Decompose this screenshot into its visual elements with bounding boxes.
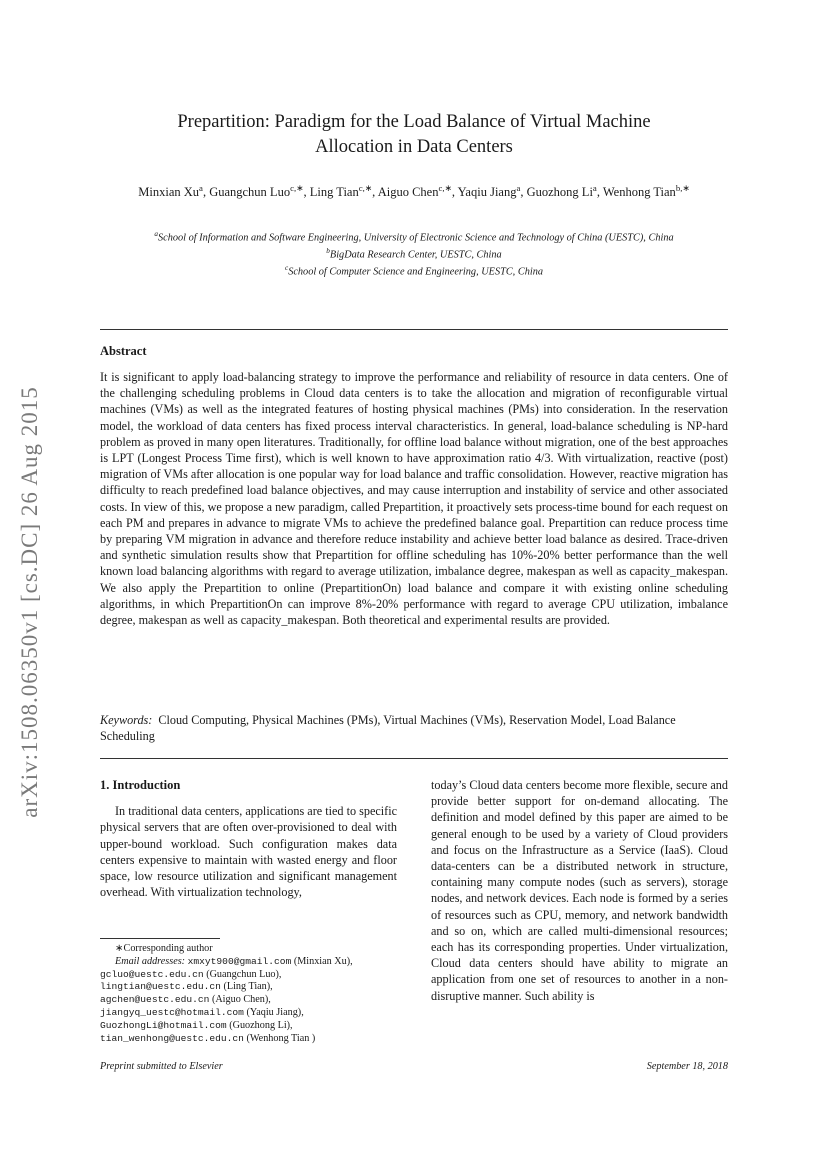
paper-title [100, 110, 728, 160]
footnotes [100, 943, 397, 1045]
footer-left: Preprint submitted to Elsevier [100, 1061, 223, 1072]
abstract-text: It is significant to apply load-balancing strategy to improve the performance and reliability of resource in data centers. One of the challenging scheduling problems in Cloud data centers is to take the allocation and migration of reconfigurable virtual machines (VMs) as well as the integrated features of hosting physical machines (PMs) into consideration. In the reservation model, the workload of data centers has fixed process interval characteristics. In general, load-balance scheduling is NP-hard problem as proved in many open literatures. Traditionally, for offline load balance without migration, one of the best approaches is LPT (Longest Process Time first), which is well known to have approximation ratio 4/3. With virtualization, reactive (post) migration of VMs after allocation is one popular way for load balance and traffic consolidation. However, reactive migration has difficulty to reach predefined load balance objectives, and may cause interruption and instability of service and other associated costs. In view of this, we propose a new paradigm, called Prepartition, it proactively sets process-time bound for each request on each PM and prepares in advance to migrate VMs to achieve the predefined balance goal. Prepartition can reduce process time by preparing VM migration in advance and therefore reduce instability and achieve better load balance as desired. Trace-driven and synthetic simulation results show that Prepartition for offline scheduling has 10%-20% better performance than the well known load balancing algorithms with regard to average utilization, imbalance degree, makespan as well as capacity_makespan. We also apply the Prepartition to online (PrepartitionOn) load balance and compare it with existing online scheduling algorithms, in which PrepartitionOn can improve 8%-20% performance with regard to average CPU utilization, imbalance degree, makespan as well as capacity_makespan. Both theoretical and experimental results are provided. [100, 370, 728, 628]
author: Wenhong Tian$^{b,∗}$ [602, 183, 690, 200]
email-link[interactable]: agchen@uestc.edu.cn [100, 994, 210, 1006]
column-right [431, 777, 728, 1004]
author: Guangchun Luo$^{c,∗}$, [209, 183, 310, 200]
email-owner: (Guozhong Li), [229, 1019, 293, 1031]
email-label: Email addresses: [115, 955, 186, 967]
keywords [100, 712, 728, 744]
author: Ling Tian$^{c,∗}$, [309, 183, 378, 200]
author: Yaqiu Jiang$^a$, [457, 183, 527, 200]
title-line-1: Prepartition: Paradigm for the Load Balance of Virtual Machine [177, 112, 651, 132]
email-link[interactable]: jiangyq_uestc@hotmail.com [100, 1006, 244, 1018]
affiliation: $^c$School of Computer Science and Engineering, UESTC, China [284, 264, 544, 278]
arxiv-stamp [10, 355, 50, 850]
page-footer [100, 1061, 728, 1072]
email-link[interactable]: tian_wenhong@uestc.edu.cn [100, 1032, 244, 1044]
email-link[interactable]: GuozhongLi@hotmail.com [100, 1019, 227, 1031]
author: Aiguo Chen$^{c,∗}$, [377, 183, 458, 200]
intro-paragraph-right: today’s Cloud data centers become more flexible, secure and provide better support for on-demand allocating. The definition and model defined by this paper are aimed to be general enough to be used by a variety of Cloud providers and focus on the Infrastructure as a Service (IaaS). Cloud data-centers can be a distributed network in structure, containing many compute nodes (such as servers), storage nodes, and network devices. Each node is formed by a series of resources such as CPU, memory, and network bandwidth and so on, which are called multi-dimensional resources; each has its corresponding properties. Under virtualization, Cloud data centers should have ability to migrate an application from one set of resources to another in a non-disruptive manner. Such ability is [431, 778, 728, 1003]
email-link[interactable]: xmxyt900@gmail.com [187, 955, 292, 967]
email-owner: (Guangchun Luo), [206, 968, 282, 980]
section-heading: 1. Introduction [100, 778, 181, 792]
keywords-text: Cloud Computing, Physical Machines (PMs), Virtual Machines (VMs), Reservation Model, Load Balance Scheduling [100, 713, 676, 744]
intro-paragraph-left: In traditional data centers, applications are tied to specific physical servers that are often over-provisioned to deal with upper-bound workload. Such configuration makes data centers expensive to maintain with wasted energy and floor space, low resource utilization and significant management overhead. With virtualization technology, [100, 804, 397, 900]
affiliation: $^a$School of Information and Software Engineering, University of Electronic Science and Technology of China (UESTC), China [154, 230, 674, 244]
title-line-2: Allocation in Data Centers [315, 137, 513, 157]
email-owner: (Ling Tian), [223, 981, 273, 993]
abstract-bottom-rule [100, 758, 728, 759]
footnote-emails [100, 956, 397, 1046]
affiliations [100, 228, 728, 279]
email-owner: (Aiguo Chen), [211, 994, 271, 1006]
footnote-corresponding: ∗Corresponding author [115, 943, 213, 954]
email-owner: (Yaqiu Jiang), [246, 1006, 304, 1018]
abstract-top-rule [100, 329, 728, 330]
email-link[interactable]: gcluo@uestc.edu.cn [100, 968, 204, 980]
author: Guozhong Li$^a$, [526, 183, 603, 200]
footer-date: September 18, 2018 [646, 1061, 728, 1072]
keywords-label: Keywords: [100, 713, 153, 727]
author: Minxian Xu$^a$, [138, 183, 210, 200]
column-left [100, 777, 397, 900]
footnote-rule [100, 938, 220, 939]
email-owner: (Wenhong Tian ) [246, 1032, 316, 1044]
email-owner: (Minxian Xu), [293, 955, 353, 967]
author-list [100, 180, 728, 200]
arxiv-id: arXiv:1508.06350v1 [cs.DC] 26 Aug 2015 [17, 386, 42, 818]
email-link[interactable]: lingtian@uestc.edu.cn [100, 981, 221, 993]
abstract-heading: Abstract [100, 344, 147, 358]
affiliation: $^b$BigData Research Center, UESTC, China [326, 247, 502, 261]
